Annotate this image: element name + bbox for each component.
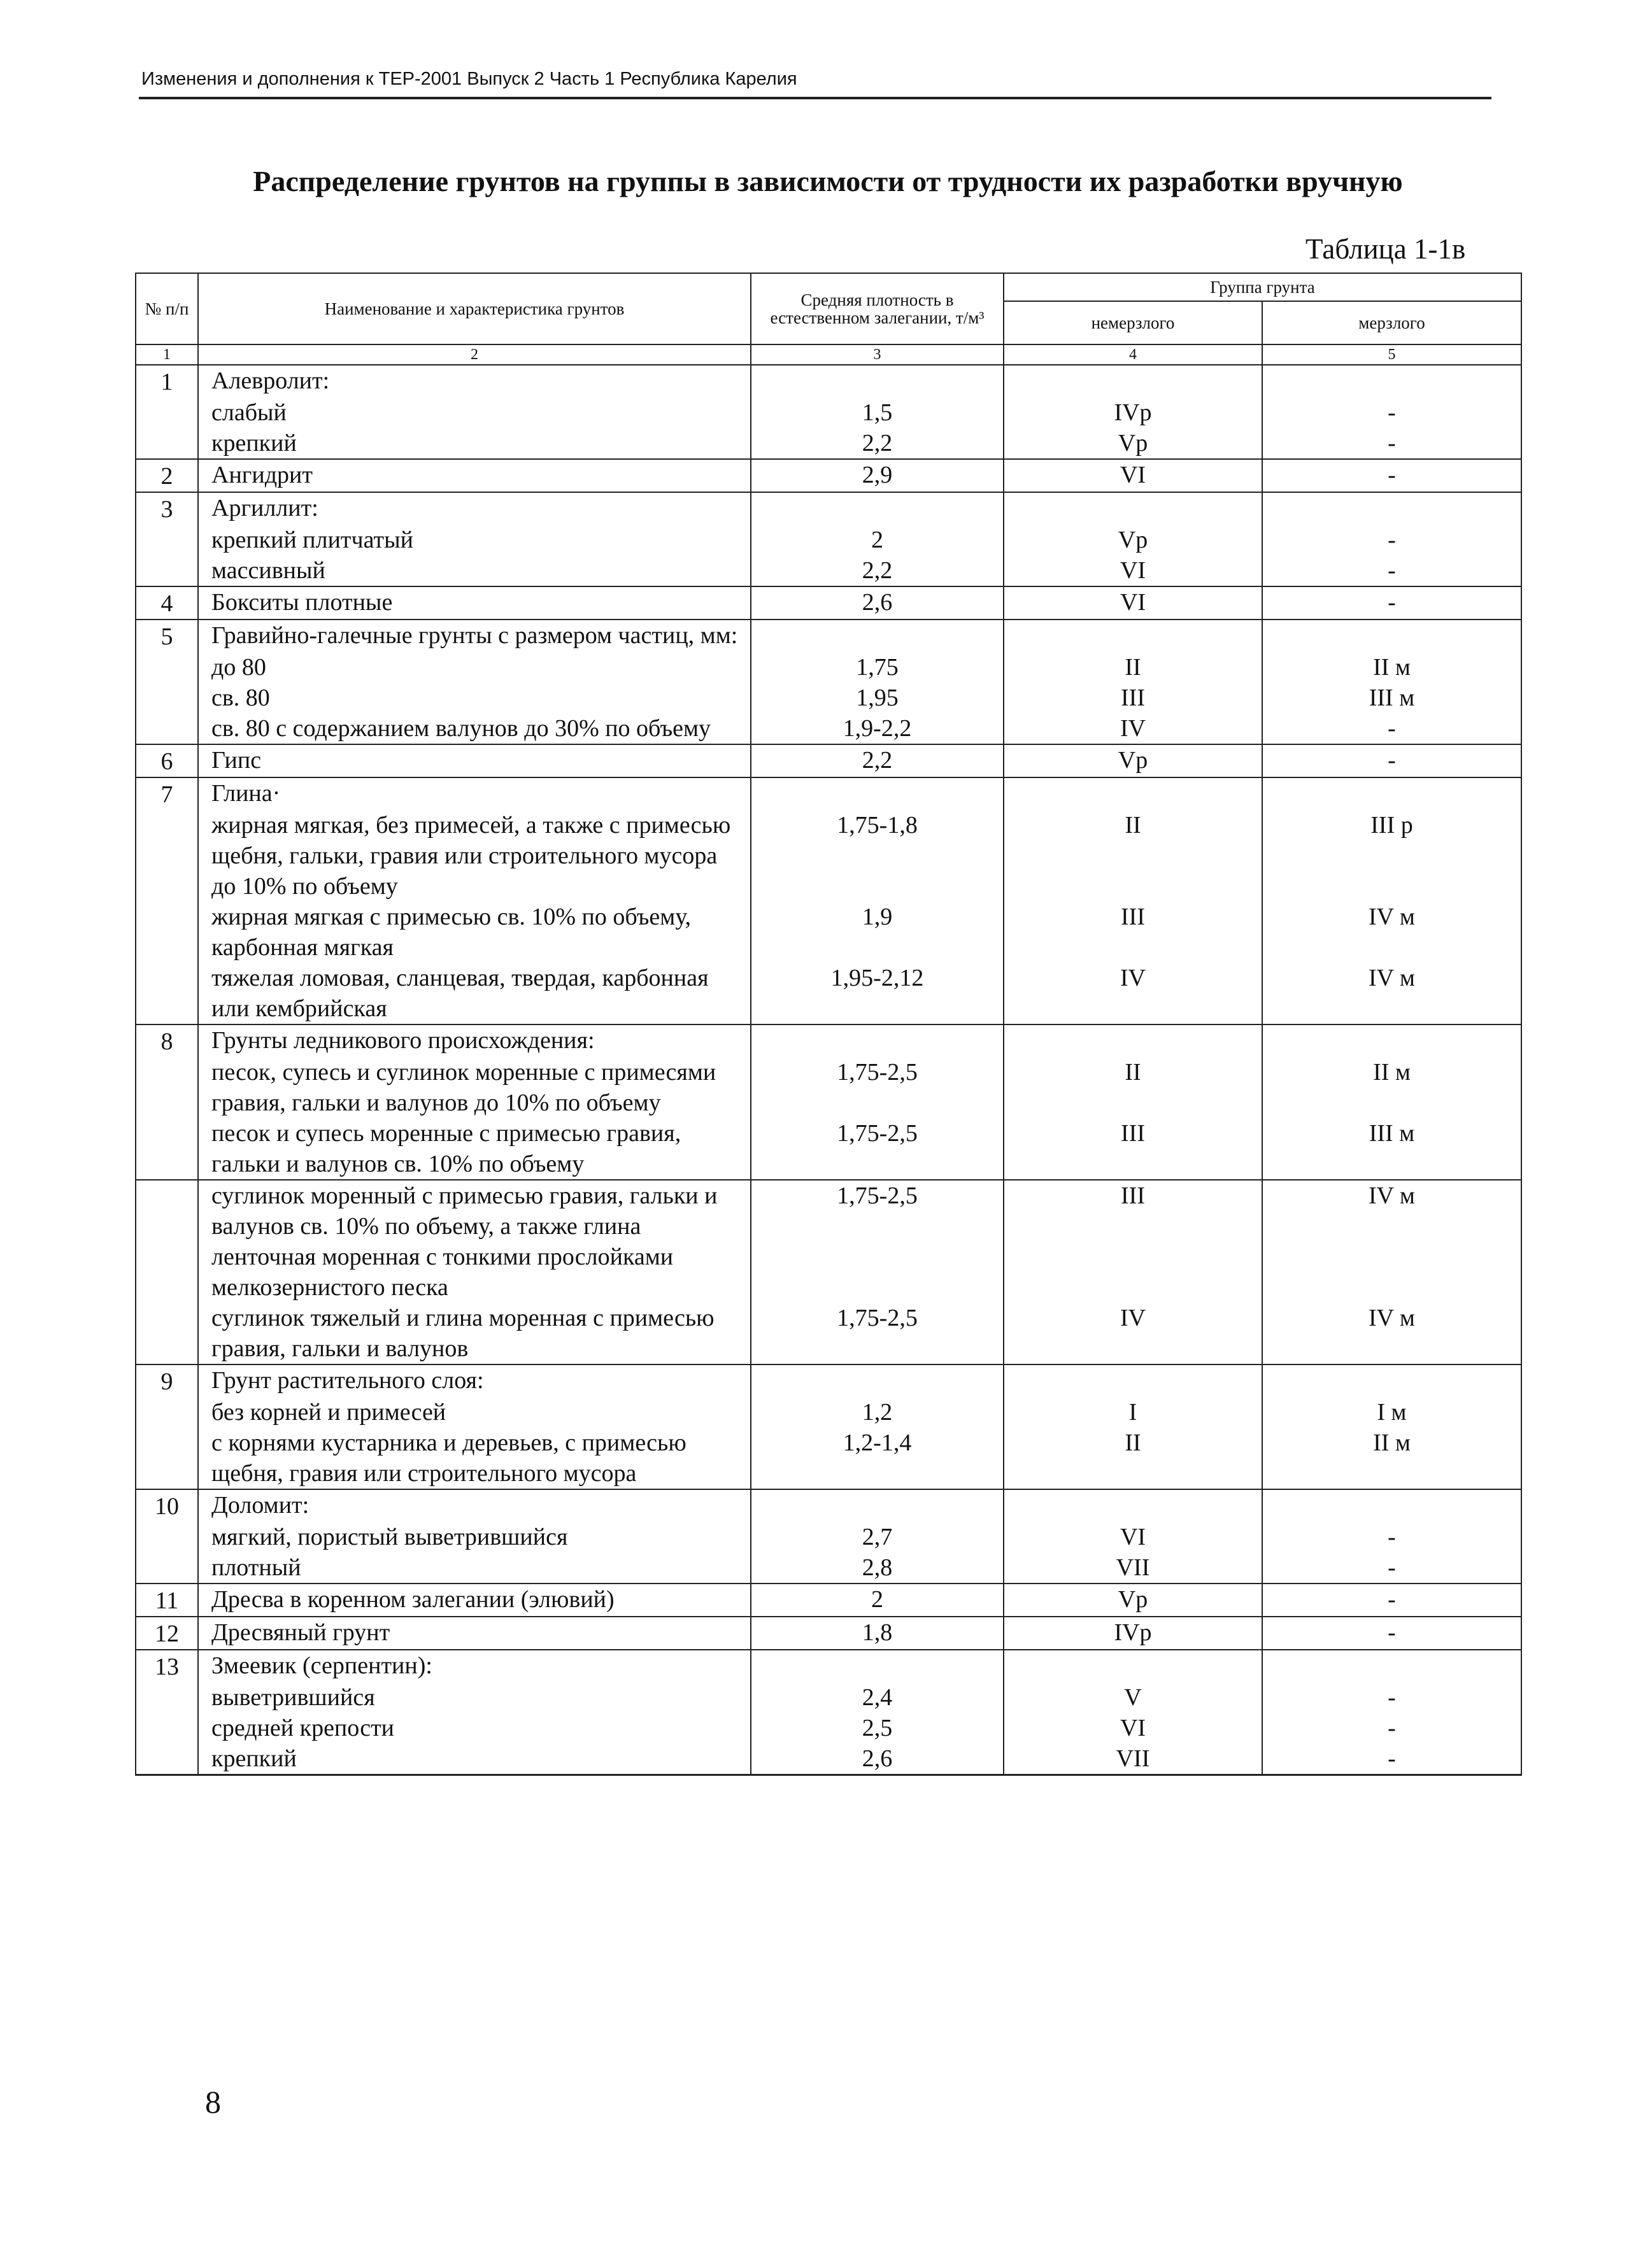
- row-number: 10: [136, 1489, 198, 1522]
- table-row: [136, 1303, 1521, 1364]
- table-row: [136, 1682, 1521, 1713]
- col-header-unfrozen: немерзлого: [1004, 301, 1262, 344]
- soil-name: Ангидрит: [198, 459, 751, 492]
- row-number: 8: [136, 1024, 198, 1057]
- frozen-group: -: [1262, 1713, 1521, 1743]
- row-number: 6: [136, 744, 198, 777]
- density-value: 2,9: [751, 459, 1004, 492]
- table-row: [136, 1552, 1521, 1584]
- unfrozen-group: [1004, 365, 1262, 397]
- frozen-group: -: [1262, 428, 1521, 459]
- unfrozen-group: VI: [1004, 586, 1262, 620]
- table-row: [136, 1743, 1521, 1775]
- frozen-group: -: [1262, 1552, 1521, 1584]
- frozen-group: IV м: [1262, 902, 1521, 963]
- table-row: [136, 902, 1521, 963]
- frozen-group: [1262, 1489, 1521, 1522]
- soil-name: Алевролит:: [198, 365, 751, 397]
- unfrozen-group: IV: [1004, 713, 1262, 744]
- density-value: [751, 1024, 1004, 1057]
- col-number-4: 4: [1004, 344, 1262, 365]
- unfrozen-group: [1004, 620, 1262, 652]
- soil-name: до 80: [198, 652, 751, 683]
- col-number-1: 1: [136, 344, 198, 365]
- unfrozen-group: V: [1004, 1682, 1262, 1713]
- soil-name: крепкий плитчатый: [198, 525, 751, 555]
- density-value: 1,9-2,2: [751, 713, 1004, 744]
- density-value: 2,8: [751, 1552, 1004, 1584]
- row-number: 5: [136, 620, 198, 652]
- density-value: 2,2: [751, 428, 1004, 459]
- soil-name: массивный: [198, 555, 751, 586]
- page-title: Распределение грунтов на группы в зависимости от трудности их разработки вручную: [253, 165, 1403, 197]
- unfrozen-group: VII: [1004, 1552, 1262, 1584]
- unfrozen-group: II: [1004, 652, 1262, 683]
- col-number-2: 2: [198, 344, 751, 365]
- frozen-group: -: [1262, 713, 1521, 744]
- row-number: [136, 525, 198, 555]
- frozen-group: [1262, 1364, 1521, 1397]
- soil-name: св. 80: [198, 683, 751, 713]
- document-header: Изменения и дополнения к ТЕР-2001 Выпуск 2 Часть 1 Республика Карелия: [141, 69, 797, 89]
- soil-name: песок и супесь моренные с примесью гравия, гальки и валунов св. 10% по объему: [198, 1118, 751, 1180]
- row-number: [136, 397, 198, 428]
- density-value: 1,75-1,8: [751, 810, 1004, 902]
- row-number: [136, 1743, 198, 1775]
- soil-name: Доломит:: [198, 1489, 751, 1522]
- density-value: 1,9: [751, 902, 1004, 963]
- density-value: 1,75: [751, 652, 1004, 683]
- table-row: [136, 1522, 1521, 1552]
- row-number: [136, 1118, 198, 1180]
- density-value: 1,75-2,5: [751, 1303, 1004, 1364]
- col-header-density: Средняя плотность в естественном залегании, т/м³: [751, 273, 1004, 344]
- frozen-group: -: [1262, 397, 1521, 428]
- frozen-group: IV м: [1262, 1180, 1521, 1303]
- row-number: 11: [136, 1584, 198, 1617]
- soil-name: жирная мягкая с примесью св. 10% по объему, карбонная мягкая: [198, 902, 751, 963]
- unfrozen-group: IVр: [1004, 1617, 1262, 1650]
- col-number-3: 3: [751, 344, 1004, 365]
- unfrozen-group: III: [1004, 683, 1262, 713]
- frozen-group: II м: [1262, 1428, 1521, 1489]
- unfrozen-group: IV: [1004, 1303, 1262, 1364]
- density-value: [751, 492, 1004, 525]
- density-value: 2,2: [751, 744, 1004, 777]
- soil-name: Глина·: [198, 777, 751, 810]
- density-value: 1,2-1,4: [751, 1428, 1004, 1489]
- density-value: 1,5: [751, 397, 1004, 428]
- frozen-group: -: [1262, 586, 1521, 620]
- table-row: [136, 652, 1521, 683]
- table-row: [136, 1397, 1521, 1428]
- frozen-group: [1262, 620, 1521, 652]
- unfrozen-group: [1004, 492, 1262, 525]
- unfrozen-group: [1004, 1489, 1262, 1522]
- row-number: [136, 902, 198, 963]
- row-number: [136, 713, 198, 744]
- unfrozen-group: IVр: [1004, 397, 1262, 428]
- density-value: 1,95: [751, 683, 1004, 713]
- row-number: 12: [136, 1617, 198, 1650]
- row-number: [136, 1057, 198, 1118]
- density-value: [751, 1364, 1004, 1397]
- row-number: [136, 1428, 198, 1489]
- col-header-no: № п/п: [136, 273, 198, 344]
- table-row: [136, 365, 1521, 397]
- soil-name: без корней и примесей: [198, 1397, 751, 1428]
- unfrozen-group: [1004, 1650, 1262, 1682]
- density-value: [751, 620, 1004, 652]
- row-number: 2: [136, 459, 198, 492]
- soil-name: Грунты ледникового происхождения:: [198, 1024, 751, 1057]
- density-value: 2,2: [751, 555, 1004, 586]
- density-value: 1,75-2,5: [751, 1118, 1004, 1180]
- soil-name: Грунт растительного слоя:: [198, 1364, 751, 1397]
- table-row: [136, 683, 1521, 713]
- table-row: [136, 397, 1521, 428]
- table-row: [136, 1024, 1521, 1057]
- soil-name: с корнями кустарника и деревьев, с примесью щебня, гравия или строительного мусора: [198, 1428, 751, 1489]
- density-value: [751, 1650, 1004, 1682]
- unfrozen-group: VI: [1004, 555, 1262, 586]
- row-number: 13: [136, 1650, 198, 1682]
- unfrozen-group: Vр: [1004, 428, 1262, 459]
- frozen-group: [1262, 777, 1521, 810]
- soil-name: мягкий, пористый выветрившийся: [198, 1522, 751, 1552]
- frozen-group: -: [1262, 1584, 1521, 1617]
- soil-name: св. 80 с содержанием валунов до 30% по объему: [198, 713, 751, 744]
- unfrozen-group: VI: [1004, 459, 1262, 492]
- unfrozen-group: [1004, 777, 1262, 810]
- row-number: [136, 683, 198, 713]
- table-row: [136, 1489, 1521, 1522]
- density-value: 2,6: [751, 1743, 1004, 1775]
- frozen-group: [1262, 1024, 1521, 1057]
- table-row: [136, 1713, 1521, 1743]
- frozen-group: -: [1262, 1682, 1521, 1713]
- row-number: 3: [136, 492, 198, 525]
- row-number: 7: [136, 777, 198, 810]
- table-row: [136, 525, 1521, 555]
- table-row: [136, 1584, 1521, 1617]
- frozen-group: -: [1262, 1522, 1521, 1552]
- frozen-group: -: [1262, 459, 1521, 492]
- soil-name: Дресва в коренном залегании (элювий): [198, 1584, 751, 1617]
- row-number: [136, 1552, 198, 1584]
- frozen-group: -: [1262, 1617, 1521, 1650]
- table-row: [136, 810, 1521, 902]
- row-number: [136, 555, 198, 586]
- frozen-group: -: [1262, 1743, 1521, 1775]
- soil-name: Аргиллит:: [198, 492, 751, 525]
- soil-name: крепкий: [198, 1743, 751, 1775]
- table-row: [136, 1364, 1521, 1397]
- soil-name: выветрившийся: [198, 1682, 751, 1713]
- density-value: 1,95-2,12: [751, 963, 1004, 1024]
- table-row: [136, 713, 1521, 744]
- unfrozen-group: II: [1004, 1428, 1262, 1489]
- density-value: 2: [751, 1584, 1004, 1617]
- table-row: [136, 555, 1521, 586]
- soil-name: слабый: [198, 397, 751, 428]
- unfrozen-group: Vр: [1004, 525, 1262, 555]
- unfrozen-group: II: [1004, 810, 1262, 902]
- frozen-group: IV м: [1262, 1303, 1521, 1364]
- table-row: [136, 1118, 1521, 1180]
- soil-name: Дресвяный грунт: [198, 1617, 751, 1650]
- frozen-group: -: [1262, 555, 1521, 586]
- frozen-group: II м: [1262, 652, 1521, 683]
- frozen-group: III м: [1262, 683, 1521, 713]
- density-value: 2,7: [751, 1522, 1004, 1552]
- unfrozen-group: I: [1004, 1397, 1262, 1428]
- unfrozen-group: VII: [1004, 1743, 1262, 1775]
- frozen-group: [1262, 1650, 1521, 1682]
- unfrozen-group: Vр: [1004, 744, 1262, 777]
- table-row: [136, 428, 1521, 459]
- soil-groups-table: [135, 273, 1522, 1776]
- table-row: [136, 620, 1521, 652]
- row-number: [136, 1682, 198, 1713]
- density-value: 2: [751, 525, 1004, 555]
- density-value: 1,2: [751, 1397, 1004, 1428]
- col-header-name: Наименование и характеристика грунтов: [198, 273, 751, 344]
- table-row: [136, 1617, 1521, 1650]
- table-row: [136, 963, 1521, 1024]
- soil-name: средней крепости: [198, 1713, 751, 1743]
- table-row: [136, 777, 1521, 810]
- density-value: 1,8: [751, 1617, 1004, 1650]
- row-number: [136, 1713, 198, 1743]
- soil-name: суглинок моренный с примесью гравия, гальки и валунов св. 10% по объему, а также глина ленточная моренная с тонкими прослойками мелкозернистого песка: [198, 1180, 751, 1303]
- col-header-group: Группа грунта: [1004, 273, 1521, 301]
- frozen-group: II м: [1262, 1057, 1521, 1118]
- density-value: [751, 365, 1004, 397]
- table-row: [136, 1057, 1521, 1118]
- soil-name: суглинок тяжелый и глина моренная с примесью гравия, гальки и валунов: [198, 1303, 751, 1364]
- unfrozen-group: VI: [1004, 1522, 1262, 1552]
- soil-name: Змеевик (серпентин):: [198, 1650, 751, 1682]
- frozen-group: [1262, 492, 1521, 525]
- col-number-5: 5: [1262, 344, 1521, 365]
- row-number: [136, 1303, 198, 1364]
- unfrozen-group: VI: [1004, 1713, 1262, 1743]
- density-value: 2,5: [751, 1713, 1004, 1743]
- frozen-group: -: [1262, 744, 1521, 777]
- header-rule: [139, 97, 1491, 99]
- soil-name: Гравийно-галечные грунты с размером частиц, мм:: [198, 620, 751, 652]
- row-number: [136, 652, 198, 683]
- row-number: [136, 1180, 198, 1303]
- unfrozen-group: III: [1004, 902, 1262, 963]
- unfrozen-group: III: [1004, 1180, 1262, 1303]
- col-header-frozen: мерзлого: [1262, 301, 1521, 344]
- unfrozen-group: II: [1004, 1057, 1262, 1118]
- density-value: [751, 777, 1004, 810]
- table-row: [136, 1428, 1521, 1489]
- density-value: 1,75-2,5: [751, 1057, 1004, 1118]
- row-number: 1: [136, 365, 198, 397]
- frozen-group: III м: [1262, 1118, 1521, 1180]
- table-body: [136, 365, 1521, 1775]
- table-row: [136, 459, 1521, 492]
- soil-name: тяжелая ломовая, сланцевая, твердая, карбонная или кембрийская: [198, 963, 751, 1024]
- table-row: [136, 492, 1521, 525]
- table-row: [136, 744, 1521, 777]
- table-caption: Таблица 1-1в: [1305, 233, 1466, 265]
- soil-name: Бокситы плотные: [198, 586, 751, 620]
- frozen-group: [1262, 365, 1521, 397]
- frozen-group: IV м: [1262, 963, 1521, 1024]
- page-number: 8: [205, 2084, 221, 2120]
- row-number: 9: [136, 1364, 198, 1397]
- unfrozen-group: IV: [1004, 963, 1262, 1024]
- unfrozen-group: [1004, 1024, 1262, 1057]
- density-value: 1,75-2,5: [751, 1180, 1004, 1303]
- table-row: [136, 586, 1521, 620]
- unfrozen-group: [1004, 1364, 1262, 1397]
- table-row: [136, 1180, 1521, 1303]
- table-row: [136, 1650, 1521, 1682]
- row-number: [136, 810, 198, 902]
- soil-name: Гипс: [198, 744, 751, 777]
- soil-name: плотный: [198, 1552, 751, 1584]
- density-value: 2,6: [751, 586, 1004, 620]
- density-value: [751, 1489, 1004, 1522]
- row-number: [136, 428, 198, 459]
- row-number: 4: [136, 586, 198, 620]
- soil-name: песок, супесь и суглинок моренные с примесями гравия, гальки и валунов до 10% по объему: [198, 1057, 751, 1118]
- frozen-group: I м: [1262, 1397, 1521, 1428]
- soil-name: крепкий: [198, 428, 751, 459]
- unfrozen-group: III: [1004, 1118, 1262, 1180]
- row-number: [136, 1522, 198, 1552]
- frozen-group: -: [1262, 525, 1521, 555]
- row-number: [136, 963, 198, 1024]
- frozen-group: III р: [1262, 810, 1521, 902]
- unfrozen-group: Vр: [1004, 1584, 1262, 1617]
- row-number: [136, 1397, 198, 1428]
- soil-name: жирная мягкая, без примесей, а также с примесью щебня, гальки, гравия или строительного мусора до 10% по объему: [198, 810, 751, 902]
- density-value: 2,4: [751, 1682, 1004, 1713]
